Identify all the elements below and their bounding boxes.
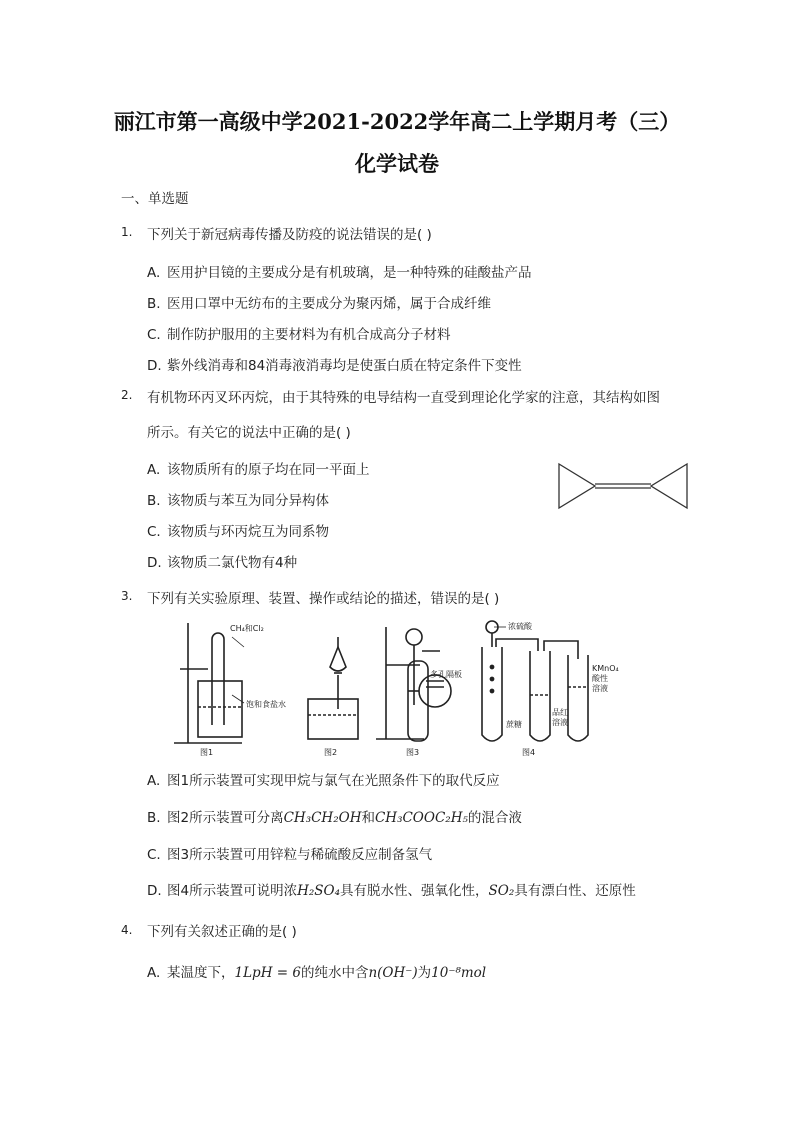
option-text: 紫外线消毒和84消毒液消毒均是使蛋白质在特定条件下变性 [167,358,522,374]
fig2-caption: 图2 [324,748,338,757]
option-letter: B. [147,810,161,826]
question-number: 4. [121,923,133,937]
option-a [147,769,500,789]
fig1-liquid-label: 饱和食盐水 [246,700,286,709]
fig1-gas-label: CH₄和Cl₂ [230,624,264,633]
formula-hydroxide: n(OH⁻) [368,965,418,981]
apparatus-figures [172,615,632,757]
option-text-post: 的混合液 [467,810,522,826]
option-letter: A. [147,773,161,789]
option-text-mid: 的纯水中含 [300,965,369,981]
question-stem: 下列关于新冠病毒传播及防疫的说法错误的是( ) [147,227,432,243]
question-stem: 下列有关实验原理、装置、操作或结论的描述，错误的是( ) [147,591,500,607]
option-b [147,292,491,312]
question-number: 3. [121,589,133,603]
question-stem-line1: 有机物环丙叉环丙烷，由于其特殊的电导结构一直受到理论化学家的注意，其结构如图 [147,390,660,406]
fig4-caption: 图4 [522,748,536,757]
option-d [147,879,636,899]
fig3-plate-label: 多孔隔板 [430,670,462,679]
question-number: 1. [121,225,133,239]
option-letter: C. [147,524,161,540]
option-letter: D. [147,358,162,374]
option-text: 医用口罩中无纺布的主要成分为聚丙烯，属于合成纤维 [167,296,491,312]
option-text-pre: 图4所示装置可说明浓 [167,883,298,899]
option-b [147,489,329,509]
question-stem-line2: 所示。有关它的说法中正确的是( ) [147,425,351,441]
option-c [147,520,329,540]
option-letter: B. [147,296,161,312]
option-d [147,354,522,374]
figure-4-apparatus [482,621,588,741]
figure-1-apparatus [174,623,244,743]
option-text-mid: 和 [361,810,375,826]
fig4-solution-label: 溶液 [592,684,608,693]
fig4-acid-label: 浓硫酸 [508,622,532,631]
section-heading: 一、单选题 [121,191,189,207]
option-text: 该物质与环丙烷互为同系物 [167,524,329,540]
option-text-mid2: 为 [417,965,432,981]
option-text-post: 具有漂白性、还原性 [514,883,636,899]
option-text: 该物质与苯互为同分异构体 [167,493,329,509]
option-letter: D. [147,883,162,899]
option-text-pre: 某温度下， [167,965,235,981]
question-number: 2. [121,388,133,402]
option-text: 图1所示装置可实现甲烷与氯气在光照条件下的取代反应 [167,773,500,789]
fig4-magenta-label-1: 品红 [552,708,568,717]
option-d [147,551,297,571]
option-c [147,323,451,343]
right-cyclopropane-ring [651,464,687,508]
figure-3-apparatus [376,627,451,741]
exam-title: 丽江市第一高级中学2021-2022学年高二上学期月考（三） [113,109,681,134]
formula-ethyl-acetate: CH₃COOC₂H₅ [374,810,468,826]
option-text: 医用护目镜的主要成分是有机玻璃，是一种特殊的硅酸盐产品 [167,265,532,281]
fig4-kmno4-label: KMnO₄ [592,664,619,673]
option-text-pre: 图2所示装置可分离 [167,810,284,826]
formula-sulfuric-acid: H₂SO₄ [297,883,341,899]
option-a [147,961,486,981]
option-a [147,261,532,281]
option-text-mid: 具有脱水性、强氧化性， [340,883,489,899]
formula-amount: 10⁻⁸mol [431,965,487,981]
fig4-magenta-label-2: 溶液 [552,718,568,727]
fig4-sugar-label: 蔗糖 [506,720,522,729]
option-text: 该物质所有的原子均在同一平面上 [167,462,370,478]
formula-ph: 1LpH = 6 [234,965,301,981]
formula-ethanol: CH₃CH₂OH [283,810,362,826]
exam-subtitle: 化学试卷 [355,151,439,176]
left-cyclopropane-ring [559,464,595,508]
formula-sulfur-dioxide: SO₂ [488,883,515,899]
option-letter: A. [147,265,161,281]
question-stem: 下列有关叙述正确的是( ) [147,924,297,940]
molecule-structure-diagram [555,460,691,512]
option-letter: A. [147,965,161,981]
figure-2-apparatus [308,637,358,739]
option-letter: C. [147,327,161,343]
option-text: 该物质二氯代物有4种 [167,555,298,571]
option-text: 图3所示装置可用锌粒与稀硫酸反应制备氢气 [167,847,433,863]
option-letter: D. [147,555,162,571]
fig3-caption: 图3 [406,748,420,757]
option-letter: C. [147,847,161,863]
option-letter: B. [147,493,161,509]
option-letter: A. [147,462,161,478]
option-c [147,843,432,863]
option-text: 制作防护服用的主要材料为有机合成高分子材料 [167,327,451,343]
fig4-acidic-label: 酸性 [592,674,608,683]
option-b [147,806,522,826]
option-a [147,458,370,478]
fig1-caption: 图1 [200,748,214,757]
